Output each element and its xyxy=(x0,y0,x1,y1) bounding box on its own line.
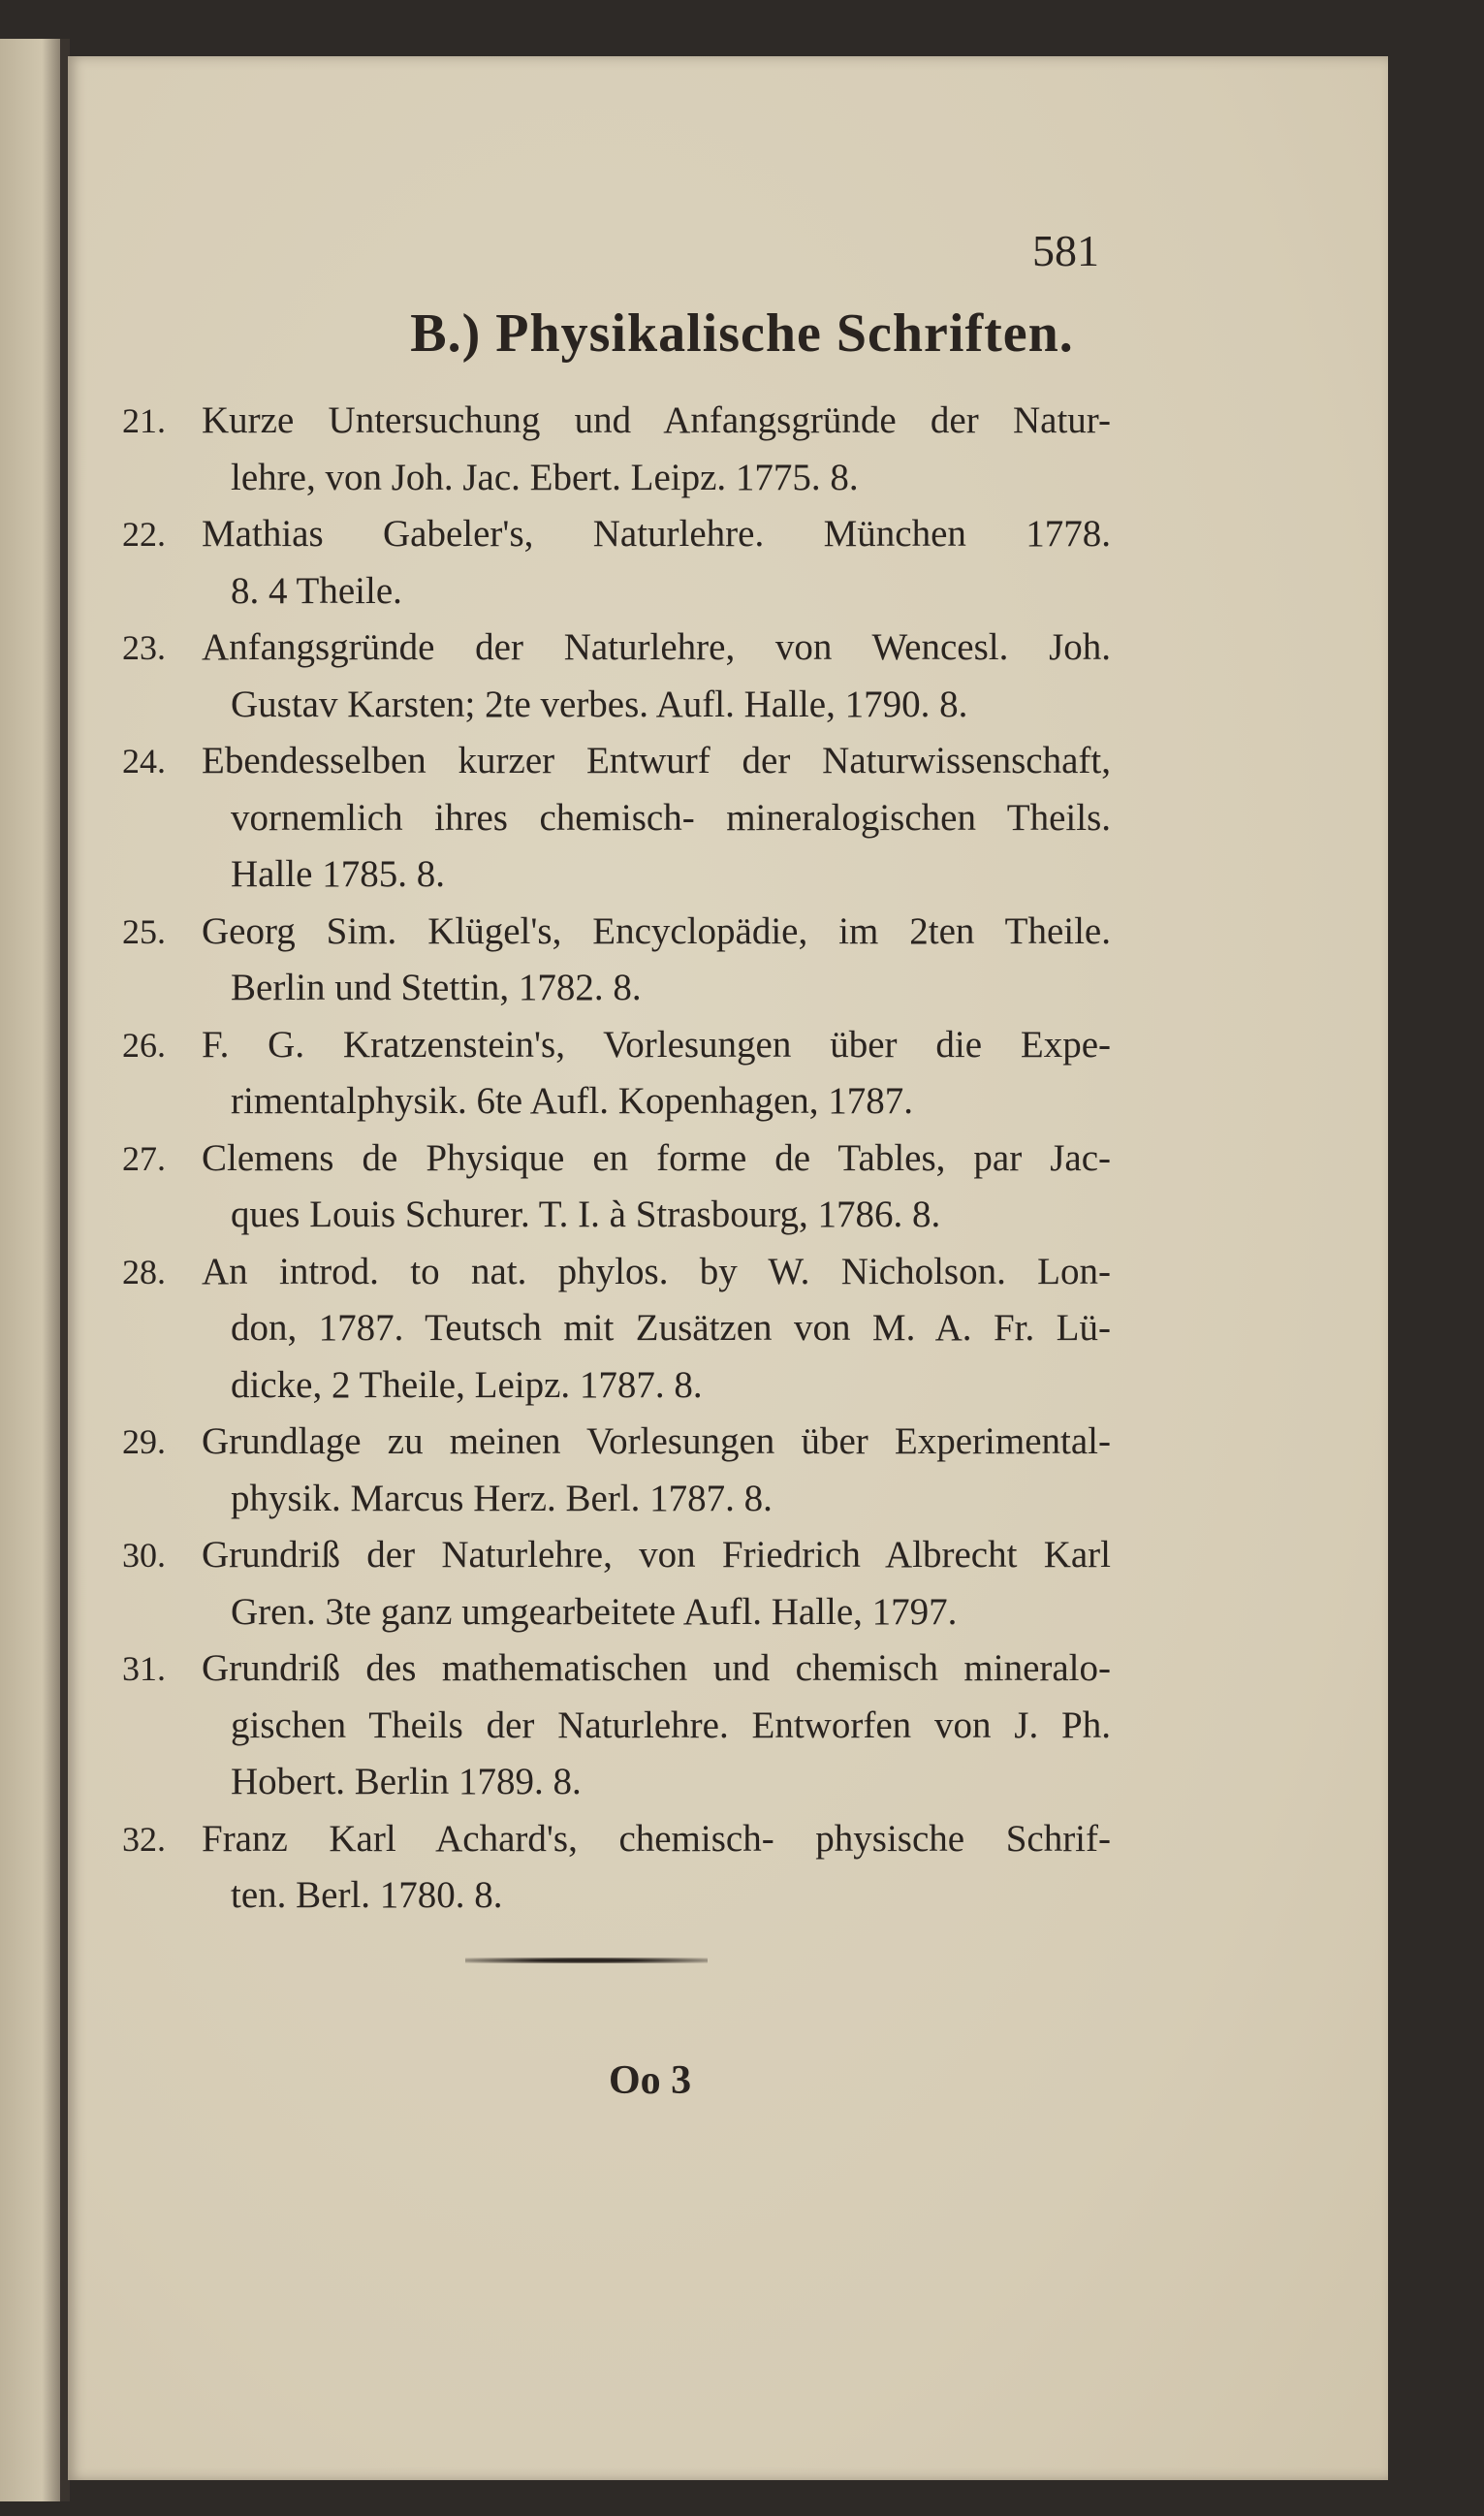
entry-line: Ebendesselben kurzer Entwurf der Naturwissenschaft, xyxy=(202,740,1111,781)
entry-line: rimentalphysik. 6te Aufl. Kopenhagen, 1787. xyxy=(231,1080,914,1122)
entry-number: 27. xyxy=(122,1138,166,1178)
bibliography-entry xyxy=(122,733,1111,904)
bibliography-entry xyxy=(122,904,1111,1017)
entry-line: don, 1787. Teutsch mit Zusätzen von M. A. Fr. Lü- xyxy=(231,1307,1111,1349)
bibliography-entry xyxy=(122,393,1111,506)
entry-number: 30. xyxy=(122,1536,166,1575)
entry-number: 26. xyxy=(122,1025,166,1065)
entry-number: 31. xyxy=(122,1649,166,1688)
signature-mark: Oo 3 xyxy=(609,2058,692,2103)
entry-line: dicke, 2 Theile, Leipz. 1787. 8. xyxy=(231,1363,703,1406)
entry-number: 22. xyxy=(122,515,166,554)
bibliography-entry xyxy=(122,1527,1111,1640)
entry-number: 25. xyxy=(122,911,166,951)
section-heading: B.) Physikalische Schriften. xyxy=(410,303,1074,364)
entry-line: Gren. 3te ganz umgearbeitete Aufl. Halle, 1797. xyxy=(231,1590,958,1633)
bibliography-entry xyxy=(122,1414,1111,1527)
entry-line: Georg Sim. Klügel's, Encyclopädie, im 2ten Theile. xyxy=(202,909,1111,952)
entry-line: Kurze Untersuchung und Anfangsgründe der Natur- xyxy=(202,399,1111,441)
entry-line: ten. Berl. 1780. 8. xyxy=(231,1874,503,1916)
entry-line: Clemens de Physique en forme de Tables, par Jac- xyxy=(202,1136,1111,1179)
entry-number: 23. xyxy=(122,628,166,667)
bibliography-entry xyxy=(122,1811,1111,1925)
entry-number: 24. xyxy=(122,742,166,780)
entry-line: lehre, von Joh. Jac. Ebert. Leipz. 1775. 8. xyxy=(231,456,859,498)
entry-number: 32. xyxy=(122,1819,166,1859)
entry-line: Franz Karl Achard's, chemisch- physische Schrif- xyxy=(202,1817,1111,1860)
page-number: 581 xyxy=(1032,226,1099,275)
entry-line: Grundriß des mathematischen und chemisch mineralo- xyxy=(202,1647,1111,1689)
entry-line: Anfangsgründe der Naturlehre, von Wencesl. Joh. xyxy=(202,626,1111,668)
entry-number: 28. xyxy=(122,1252,166,1291)
entry-line: Grundlage zu meinen Vorlesungen über Experimental- xyxy=(202,1420,1111,1462)
bibliography-entry xyxy=(122,1640,1111,1811)
entry-line: Berlin und Stettin, 1782. 8. xyxy=(231,967,642,1008)
entry-line: An introd. to nat. phylos. by W. Nicholson. Lon- xyxy=(202,1250,1111,1292)
entry-line: gischen Theils der Naturlehre. Entworfen von J. Ph. xyxy=(231,1704,1111,1746)
entry-line: vornemlich ihres chemisch- mineralogischen Theils. xyxy=(231,796,1111,839)
entry-line: Halle 1785. 8. xyxy=(231,853,445,895)
entry-number: 29. xyxy=(122,1422,166,1461)
bibliography-entry xyxy=(122,506,1111,620)
section-divider-rule xyxy=(465,1958,708,1963)
bibliography-entry xyxy=(122,1244,1111,1415)
entry-number: 21. xyxy=(122,401,166,440)
facing-page-edge xyxy=(0,39,60,2501)
entry-line: Gustav Karsten; 2te verbes. Aufl. Halle, 1790. 8. xyxy=(231,683,968,725)
bibliography-entry xyxy=(122,1131,1111,1244)
entry-line: Hobert. Berlin 1789. 8. xyxy=(231,1761,582,1802)
bibliography-list xyxy=(122,393,1111,1925)
entry-line: physik. Marcus Herz. Berl. 1787. 8. xyxy=(231,1477,773,1519)
bibliography-entry xyxy=(122,620,1111,733)
entry-line: ques Louis Schurer. T. I. à Strasbourg, 1786. 8. xyxy=(231,1194,941,1235)
entry-line: F. G. Kratzenstein's, Vorlesungen über die Expe- xyxy=(202,1023,1111,1066)
bibliography-entry xyxy=(122,1017,1111,1131)
entry-line: Mathias Gabeler's, Naturlehre. München 1778. xyxy=(202,513,1111,555)
entry-line: Grundriß der Naturlehre, von Friedrich Albrecht Karl xyxy=(202,1534,1111,1576)
entry-line: 8. 4 Theile. xyxy=(231,569,402,612)
